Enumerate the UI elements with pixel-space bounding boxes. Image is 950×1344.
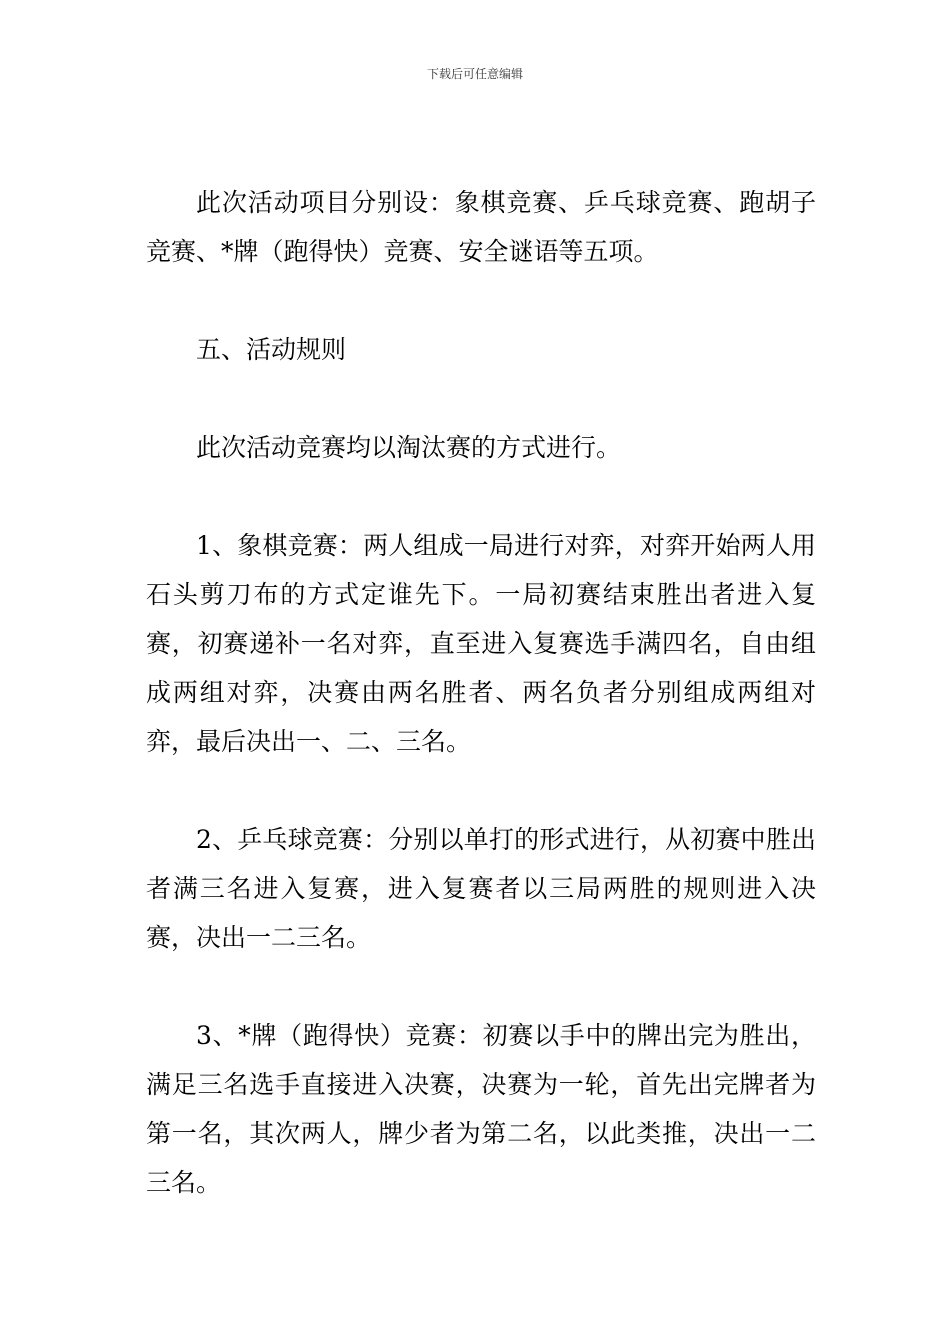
section-heading-rules: 五、活动规则 xyxy=(196,335,347,364)
document-body xyxy=(146,178,816,1207)
paragraph-pingpong-rules: 2、乒乓球竞赛：分别以单打的形式进行，从初赛中胜出者满三名进入复赛，进入复赛者以三局两胜的规则进入决赛，决出一二三名。 xyxy=(146,825,816,952)
header-note: 下载后可任意编辑 xyxy=(426,67,523,81)
paragraph-activity-items: 此次活动项目分别设：象棋竞赛、乒乓球竞赛、跑胡子竞赛、*牌（跑得快）竞赛、安全谜语等五项。 xyxy=(146,188,816,266)
paragraph-chess-rules: 1、象棋竞赛：两人组成一局进行对弈，对弈开始两人用石头剪刀布的方式定谁先下。一局初赛结束胜出者进入复赛，初赛递补一名对弈，直至进入复赛选手满四名，自由组成两组对弈，决赛由两名胜者、两名负者分别组成两组对弈，最后决出一、二、三名。 xyxy=(146,531,816,756)
paragraph-cards-rules: 3、*牌（跑得快）竞赛：初赛以手中的牌出完为胜出，满足三名选手直接进入决赛，决赛为一轮，首先出完牌者为第一名，其次两人，牌少者为第二名，以此类推，决出一二三名。 xyxy=(146,1021,816,1197)
paragraph-elimination: 此次活动竞赛均以淘汰赛的方式进行。 xyxy=(196,433,622,462)
